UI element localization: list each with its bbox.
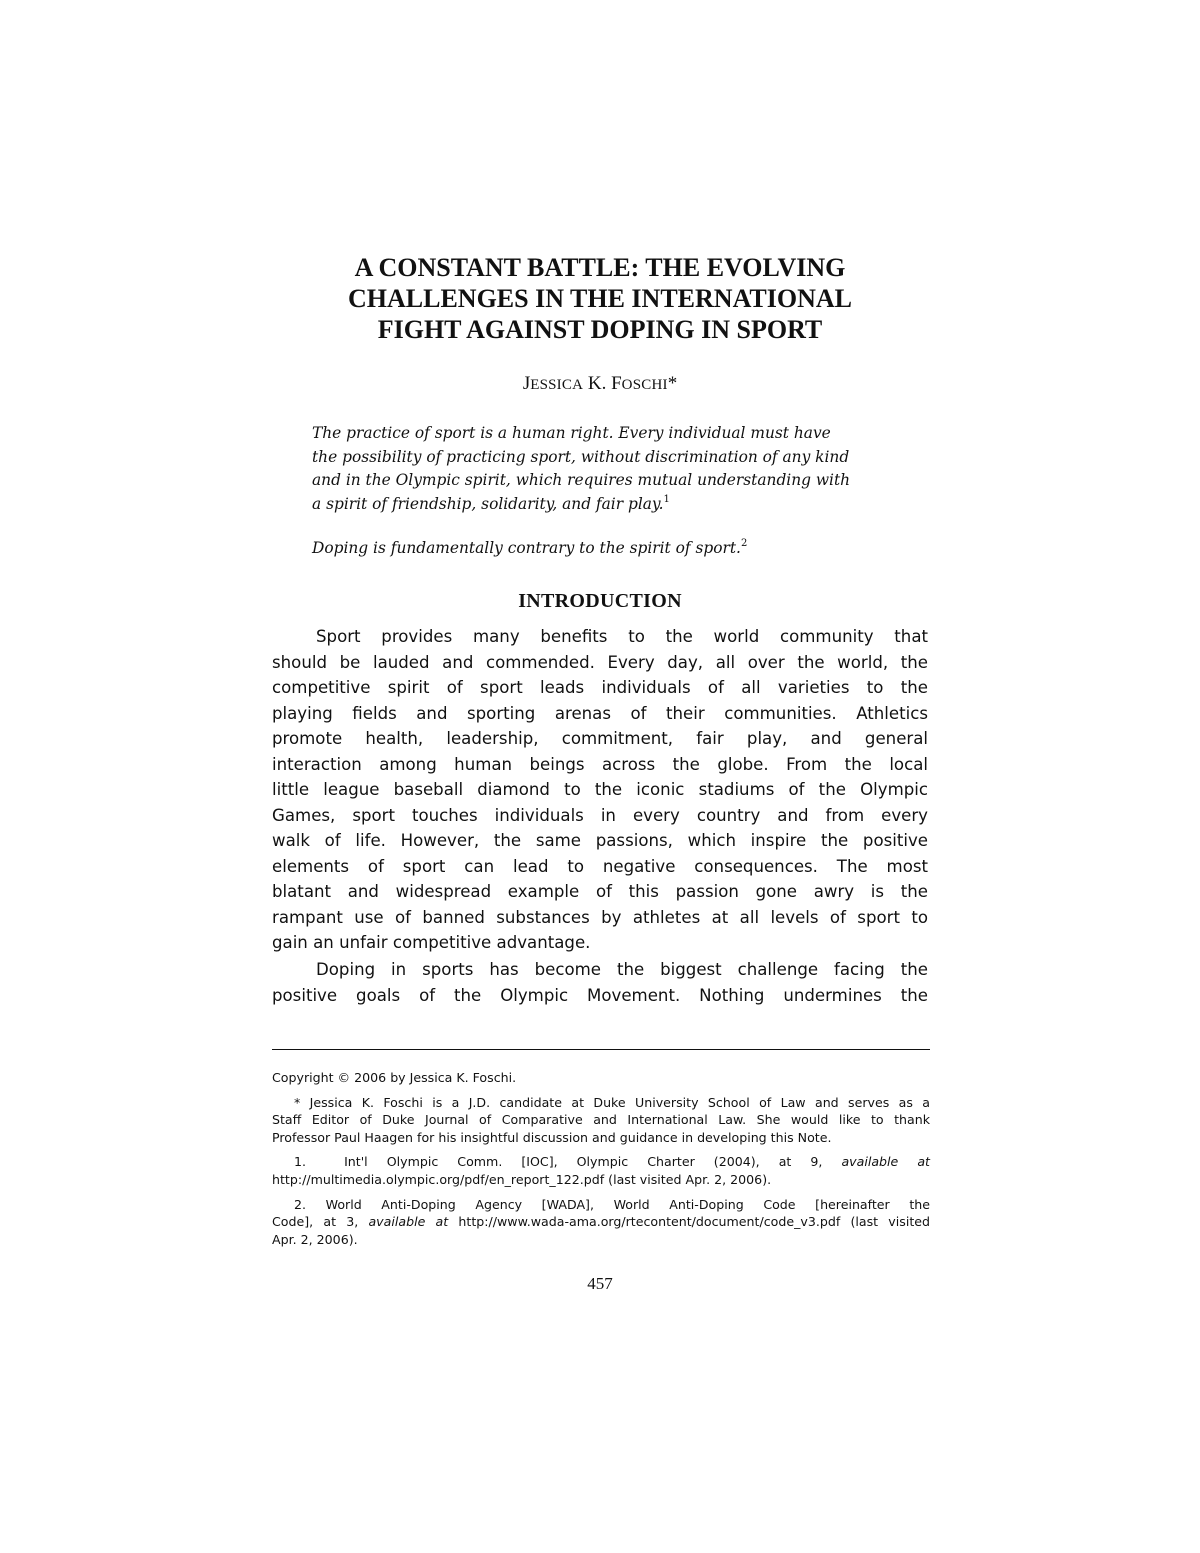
author-first-name-rest: ESSICA — [530, 377, 584, 393]
epigraph-line: the possibility of practicing sport, without discrimination of any kind — [312, 447, 850, 466]
paragraph-line: positive goals of the Olympic Movement. Nothing undermines the — [272, 985, 928, 1005]
footnote-text: Code], at 3, — [272, 1214, 369, 1230]
author-initial: J — [522, 373, 531, 394]
body-paragraph — [272, 624, 928, 956]
footnote-1 — [272, 1153, 930, 1188]
footnotes — [272, 1069, 930, 1255]
paragraph-line: walk of life. However, the same passions, which inspire the positive — [272, 831, 928, 850]
footnote-line: * Jessica K. Foschi is a J.D. candidate at Duke University School of Law and serves as a — [294, 1094, 930, 1110]
body-paragraph — [272, 957, 928, 1008]
footnote-line: Copyright © 2006 by Jessica K. Foschi. — [272, 1070, 517, 1085]
page-number: 457 — [587, 1274, 613, 1293]
footnote-author — [272, 1094, 930, 1147]
article-title — [272, 252, 928, 345]
epigraph-line — [312, 537, 892, 561]
epigraph-line: and in the Olympic spirit, which requires mutual understanding with — [312, 471, 851, 489]
author-byline — [272, 372, 928, 397]
paragraph-line: interaction among human beings across the globe. From the local — [272, 754, 928, 774]
section-heading: INTRODUCTION — [518, 590, 682, 612]
footnote-line: 2. World Anti-Doping Agency [WADA], World Anti-Doping Code [hereinafter the — [294, 1196, 930, 1212]
epigraph-line-text: a spirit of friendship, solidarity, and fair play. — [312, 494, 664, 513]
paragraph-line: competitive spirit of sport leads individuals of all varieties to the — [272, 678, 928, 697]
footnote-divider — [272, 1049, 930, 1050]
footnote-url[interactable]: http://multimedia.olympic.org/pdf/en_report_122.pdf (last visited Apr. 2, 2006). — [272, 1171, 772, 1187]
paragraph-line: little league baseball diamond to the iconic stadiums of the Olympic — [272, 780, 928, 799]
footnote-line: Staff Editor of Duke Journal of Comparative and International Law. She would like to thank — [272, 1112, 930, 1128]
epigraph-wada-code — [312, 537, 892, 561]
footnote-ref-1: 1 — [663, 493, 670, 505]
paragraph-line: blatant and widespread example of this passion gone awry is the — [272, 882, 928, 901]
author-middle-initial: K. — [583, 373, 612, 394]
footnote-signal: available at — [368, 1214, 449, 1230]
paragraph-line: should be lauded and commended. Every day, all over the world, the — [272, 652, 928, 672]
title-line: A CONSTANT BATTLE: THE EVOLVING — [354, 253, 846, 282]
footnote-line — [272, 1153, 930, 1171]
footnote-line — [272, 1213, 930, 1231]
paragraph-line: Games, sport touches individuals in every country and from every — [272, 805, 928, 825]
author-last-initial: F — [611, 373, 622, 394]
copyright-notice — [272, 1069, 930, 1087]
epigraph-line: The practice of sport is a human right. Every individual must have — [312, 424, 831, 442]
title-line: CHALLENGES IN THE INTERNATIONAL — [348, 284, 852, 313]
footnote-2 — [272, 1196, 930, 1249]
paragraph-line: rampant use of banned substances by athletes at all levels of sport to — [272, 907, 928, 927]
title-line: FIGHT AGAINST DOPING IN SPORT — [377, 315, 823, 344]
paragraph-line: Doping in sports has become the biggest challenge facing the — [316, 960, 928, 979]
footnote-line: Apr. 2, 2006). — [272, 1231, 358, 1247]
epigraph-olympic-charter — [312, 422, 892, 516]
footnote-line: Professor Paul Haagen for his insightful discussion and guidance in developing this Note. — [272, 1129, 832, 1145]
paragraph-line: Sport provides many benefits to the world community that — [316, 627, 928, 646]
footnote-url[interactable]: http://www.wada-ama.org/rtecontent/document/code_v3.pdf (last visited — [448, 1214, 931, 1230]
paragraph-line: promote health, leadership, commitment, fair play, and general — [272, 729, 928, 748]
paragraph-line: playing fields and sporting arenas of their communities. Athletics — [272, 703, 928, 723]
paragraph-line: elements of sport can lead to negative consequences. The most — [272, 856, 928, 876]
footnote-text: 1. Int'l Olympic Comm. [IOC], Olympic Charter (2004), at 9, — [294, 1154, 842, 1170]
paragraph-line: gain an unfair competitive advantage. — [272, 933, 591, 952]
epigraph-line-text: Doping is fundamentally contrary to the spirit of sport. — [312, 539, 741, 557]
author-last-name-rest: OSCHI — [621, 377, 668, 393]
footnote-ref-2: 2 — [740, 538, 748, 549]
footnote-signal: available at — [841, 1154, 930, 1170]
epigraph-line — [312, 493, 892, 517]
author-footnote-mark: * — [667, 373, 678, 394]
